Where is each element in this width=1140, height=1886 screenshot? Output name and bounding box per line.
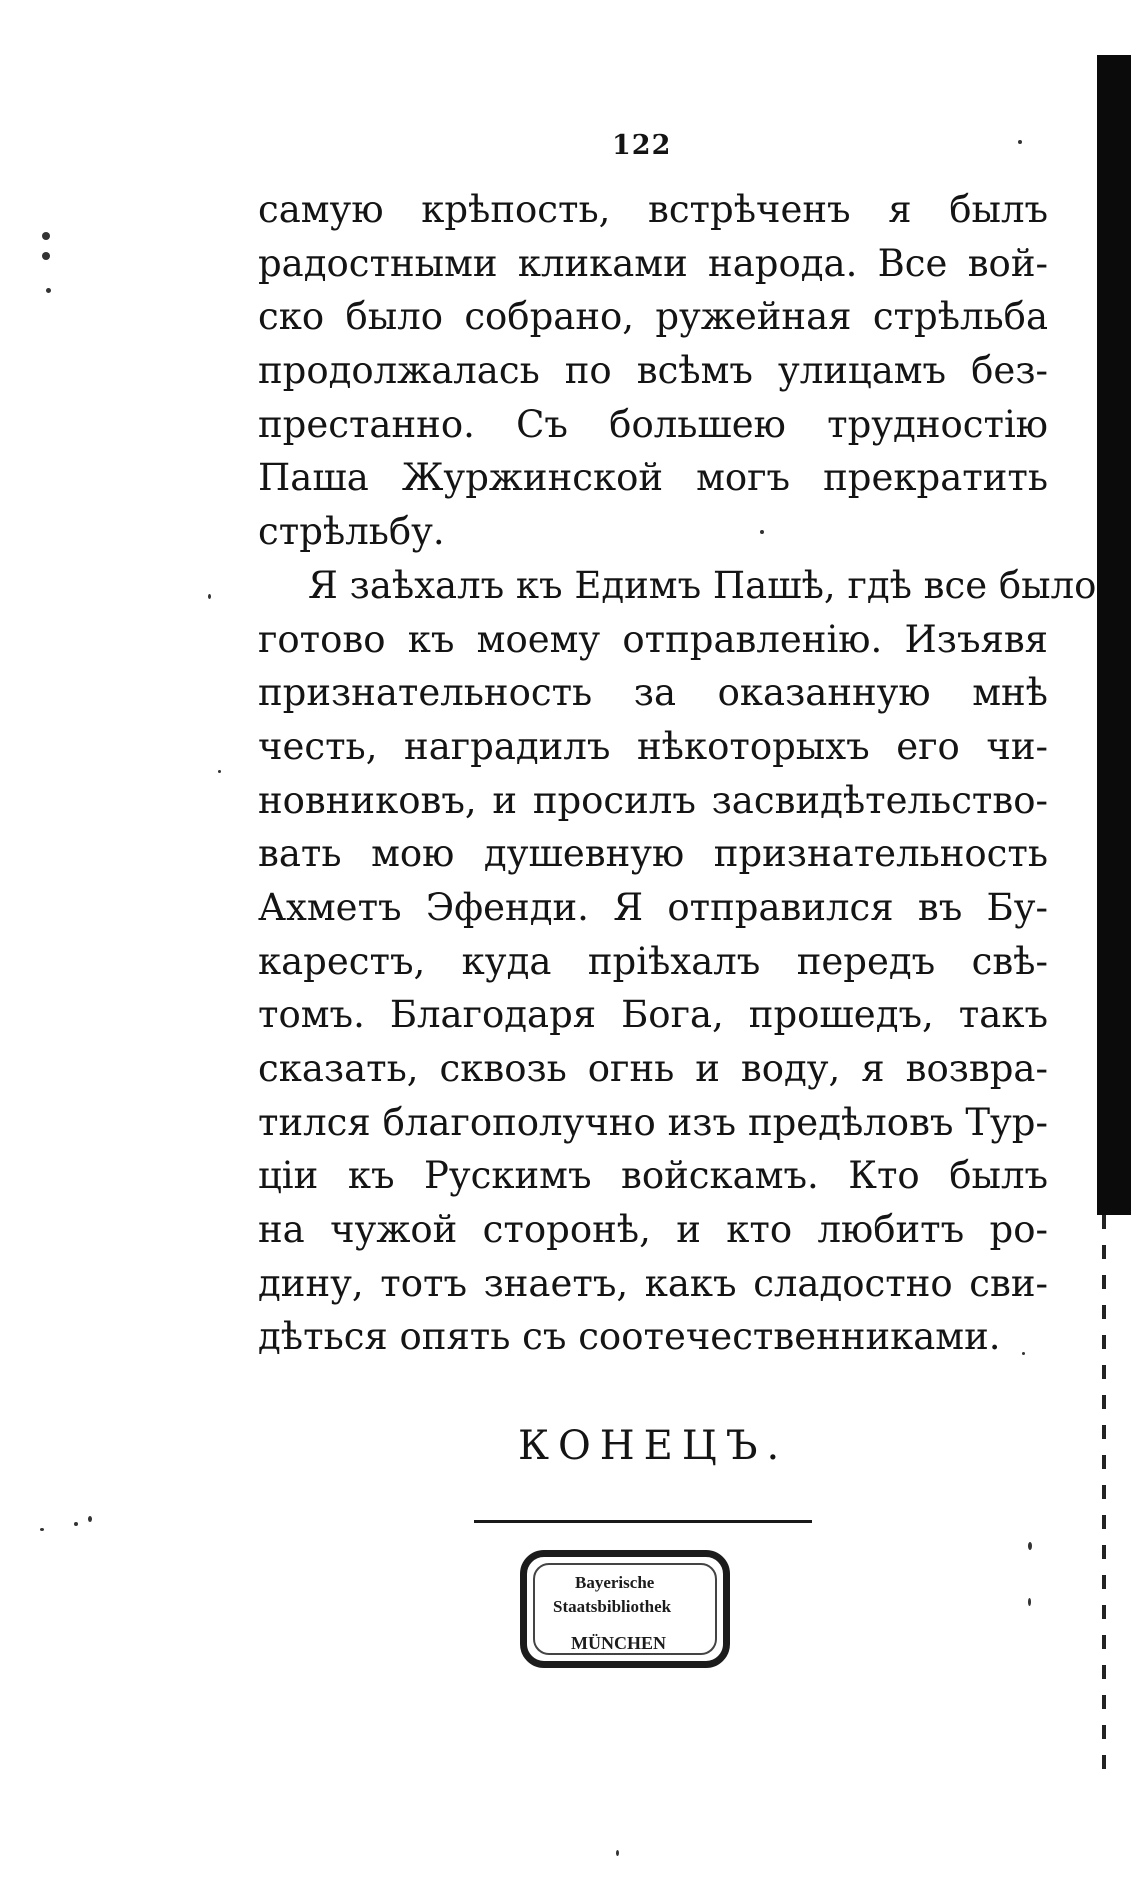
text-line: радостными кликами народа. Все вой-	[258, 241, 1048, 285]
text-line: новниковъ, и просилъ засвидѣтельство-	[258, 778, 1048, 822]
scan-speck	[74, 1522, 78, 1526]
body-text	[258, 183, 1097, 1364]
text-line: признательность за оказанную мнѣ	[258, 671, 1048, 715]
stamp-text-line: MÜNCHEN	[571, 1633, 666, 1653]
scan-speck	[760, 530, 764, 534]
text-line: на чужой сторонѣ, и кто любитъ ро-	[258, 1208, 1048, 1252]
scan-speck	[1018, 140, 1022, 144]
text-line: карестъ, куда пріѣхалъ передъ свѣ-	[258, 939, 1048, 983]
scan-speck	[1028, 1542, 1032, 1550]
scan-speck	[46, 288, 51, 293]
scan-speck	[1022, 1352, 1025, 1355]
scan-speck	[208, 594, 211, 599]
scan-speck	[88, 1516, 92, 1522]
text-line: дѣться опять съ соотечественниками.	[258, 1315, 1001, 1359]
end-rule	[474, 1520, 812, 1523]
binding-edge	[1102, 1215, 1106, 1775]
scan-speck	[1028, 1598, 1031, 1606]
scan-speck	[218, 770, 221, 773]
scan-speck	[616, 1850, 619, 1856]
stamp-text-line: Staatsbibliothek	[553, 1597, 672, 1616]
text-line: Ахметъ Эфенди. Я отправился въ Бу-	[258, 885, 1048, 929]
text-line: престанно. Съ большею трудностію	[258, 402, 1048, 446]
binding-shadow	[1097, 55, 1131, 1215]
page-number: 122	[612, 130, 672, 161]
scan-speck	[42, 232, 50, 240]
the-end-heading: КОНЕЦЪ.	[518, 1423, 789, 1469]
stamp-text-line: Bayerische	[575, 1573, 655, 1592]
text-line: ско было собрано, ружейная стрѣльба	[258, 295, 1048, 339]
library-stamp	[520, 1550, 730, 1668]
text-line: Я заѣхалъ къ Едимъ Пашѣ, гдѣ все было	[308, 563, 1097, 607]
text-line: тился благополучно изъ предѣловъ Тур-	[258, 1100, 1048, 1144]
text-line: сказать, сквозь огнь и воду, я возвра-	[258, 1047, 1048, 1090]
text-line: стрѣльбу.	[258, 510, 445, 554]
text-line: самую крѣпость, встрѣченъ я былъ	[258, 188, 1048, 231]
text-line: честь, наградилъ нѣкоторыхъ его чи-	[258, 724, 1048, 768]
text-line: продолжалась по всѣмъ улицамъ без-	[258, 349, 1048, 393]
text-line: готово къ моему отправленію. Изъявя	[258, 617, 1048, 661]
text-line: ціи къ Рускимъ войскамъ. Кто былъ	[258, 1154, 1048, 1198]
scan-speck	[42, 252, 50, 260]
text-line: томъ. Благодаря Бога, прошедъ, такъ	[258, 993, 1048, 1037]
text-line: Паша Журжинской могъ прекратить	[258, 456, 1048, 500]
scan-speck	[40, 1528, 44, 1531]
text-line: дину, тотъ знаетъ, какъ сладостно сви-	[258, 1261, 1048, 1305]
text-line: вать мою душевную признательность	[258, 832, 1048, 876]
